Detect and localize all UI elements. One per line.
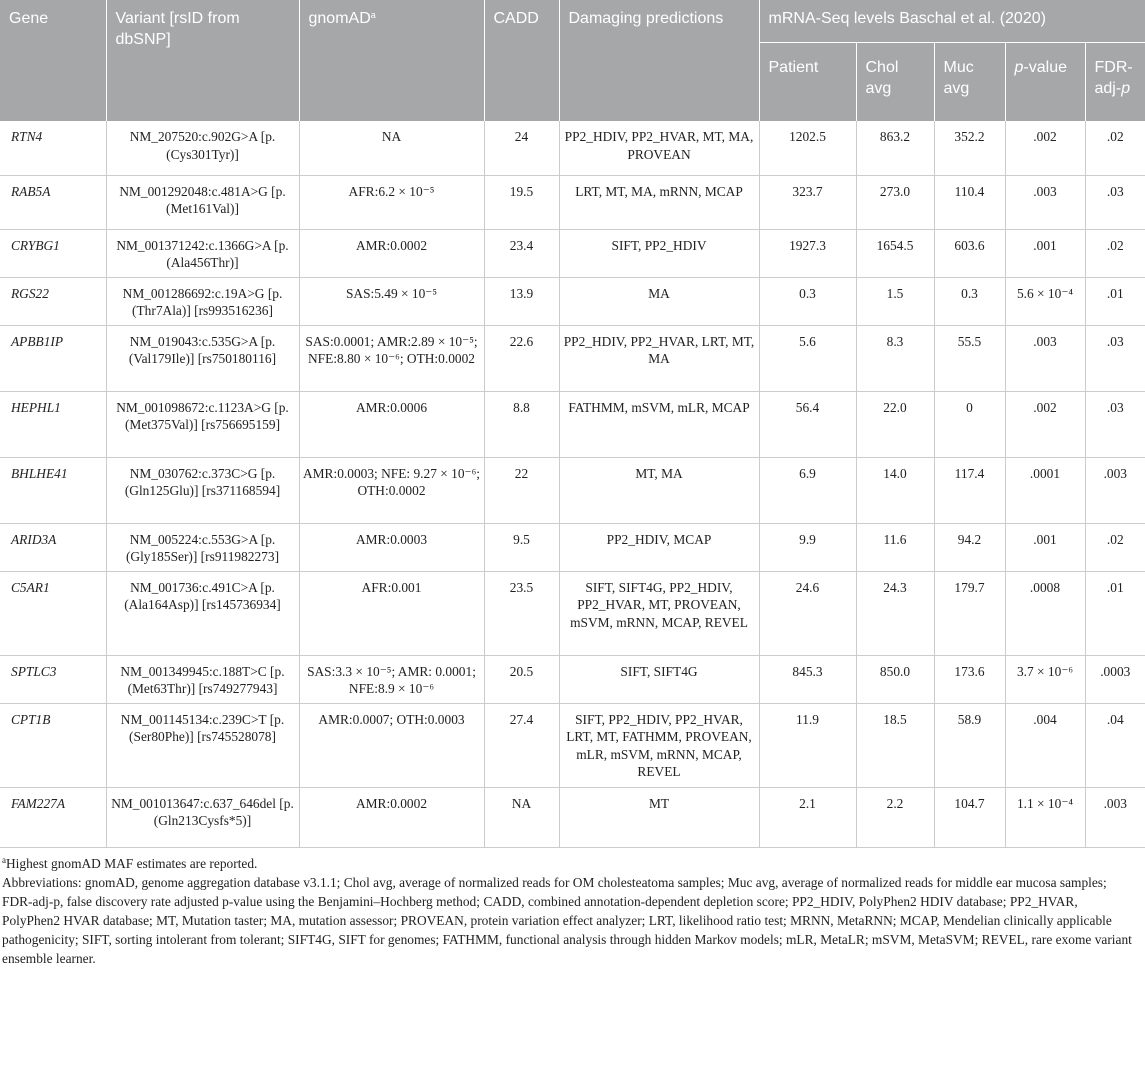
cell-gnomad: NA — [299, 121, 484, 175]
header-variant: Variant [rsID from dbSNP] — [106, 0, 299, 121]
cell-gnomad: AMR:0.0006 — [299, 391, 484, 457]
header-gnomad: gnomAD$^a$ — [299, 0, 484, 121]
cell-variant: NM_001098672:c.1123A>G [p.(Met375Val)] [rs756695159] — [106, 391, 299, 457]
cell-damaging: PP2_HDIV, PP2_HVAR, MT, MA, PROVEAN — [559, 121, 759, 175]
cell-variant: NM_001736:c.491C>A [p.(Ala164Asp)] [rs145736934] — [106, 571, 299, 655]
cell-fdr-adj-p: .04 — [1085, 703, 1145, 787]
table-row — [0, 121, 1145, 175]
cell-patient: 1927.3 — [759, 229, 856, 277]
cell-muc-avg: 94.2 — [934, 523, 1005, 571]
cell-variant: NM_001286692:c.19A>G [p.(Thr7Ala)] [rs993516236] — [106, 277, 299, 325]
cell-gene: RAB5A — [0, 175, 106, 229]
cell-fdr-adj-p: .01 — [1085, 277, 1145, 325]
cell-gnomad: SAS:3.3 × 10⁻⁵; AMR: 0.0001; NFE:8.9 × 10⁻⁶ — [299, 655, 484, 703]
cell-damaging: SIFT, SIFT4G, PP2_HDIV, PP2_HVAR, MT, PROVEAN, mSVM, mRNN, MCAP, REVEL — [559, 571, 759, 655]
cell-muc-avg: 104.7 — [934, 787, 1005, 847]
cell-gnomad: AMR:0.0002 — [299, 787, 484, 847]
cell-fdr-adj-p: .02 — [1085, 229, 1145, 277]
cell-p-value: .0001 — [1005, 457, 1085, 523]
cell-chol-avg: 273.0 — [856, 175, 934, 229]
cell-patient: 9.9 — [759, 523, 856, 571]
header-cadd: CADD — [484, 0, 559, 121]
header-damaging: Damaging predictions — [559, 0, 759, 121]
cell-gnomad: AMR:0.0007; OTH:0.0003 — [299, 703, 484, 787]
cell-muc-avg: 352.2 — [934, 121, 1005, 175]
cell-p-value: .002 — [1005, 121, 1085, 175]
cell-gnomad: AFR:6.2 × 10⁻⁵ — [299, 175, 484, 229]
cell-gene: APBB1IP — [0, 325, 106, 391]
table-row — [0, 391, 1145, 457]
table-row — [0, 229, 1145, 277]
cell-variant: NM_001292048:c.481A>G [p.(Met161Val)] — [106, 175, 299, 229]
cell-fdr-adj-p: .0003 — [1085, 655, 1145, 703]
header-fdr-adj-p: FDR-adj-p — [1085, 43, 1145, 122]
cell-gnomad: AFR:0.001 — [299, 571, 484, 655]
cell-chol-avg: 11.6 — [856, 523, 934, 571]
cell-variant: NM_005224:c.553G>A [p.(Gly185Ser)] [rs911982273] — [106, 523, 299, 571]
cell-patient: 56.4 — [759, 391, 856, 457]
header-mrna-group: mRNA-Seq levels Baschal et al. (2020) — [759, 0, 1145, 43]
cell-patient: 1202.5 — [759, 121, 856, 175]
cell-fdr-adj-p: .003 — [1085, 787, 1145, 847]
table-row — [0, 787, 1145, 847]
cell-gene: SPTLC3 — [0, 655, 106, 703]
cell-gnomad: AMR:0.0003 — [299, 523, 484, 571]
cell-cadd: 23.5 — [484, 571, 559, 655]
cell-fdr-adj-p: .03 — [1085, 391, 1145, 457]
cell-gene: HEPHL1 — [0, 391, 106, 457]
cell-fdr-adj-p: .03 — [1085, 325, 1145, 391]
cell-gene: C5AR1 — [0, 571, 106, 655]
cell-damaging: SIFT, PP2_HDIV — [559, 229, 759, 277]
table-row — [0, 703, 1145, 787]
cell-chol-avg: 850.0 — [856, 655, 934, 703]
table-row — [0, 571, 1145, 655]
table-row — [0, 655, 1145, 703]
table-row — [0, 523, 1145, 571]
cell-damaging: FATHMM, mSVM, mLR, MCAP — [559, 391, 759, 457]
header-chol-avg: Chol avg — [856, 43, 934, 122]
cell-patient: 2.1 — [759, 787, 856, 847]
cell-gene: BHLHE41 — [0, 457, 106, 523]
cell-p-value: .0008 — [1005, 571, 1085, 655]
cell-gnomad: SAS:5.49 × 10⁻⁵ — [299, 277, 484, 325]
cell-patient: 6.9 — [759, 457, 856, 523]
cell-cadd: 24 — [484, 121, 559, 175]
cell-damaging: PP2_HDIV, MCAP — [559, 523, 759, 571]
cell-muc-avg: 0.3 — [934, 277, 1005, 325]
cell-p-value: .001 — [1005, 523, 1085, 571]
cell-variant: NM_001013647:c.637_646del [p.(Gln213Cysfs*5)] — [106, 787, 299, 847]
cell-p-value: .003 — [1005, 325, 1085, 391]
cell-chol-avg: 24.3 — [856, 571, 934, 655]
cell-muc-avg: 603.6 — [934, 229, 1005, 277]
header-p-value: p-value — [1005, 43, 1085, 122]
cell-muc-avg: 55.5 — [934, 325, 1005, 391]
cell-cadd: 9.5 — [484, 523, 559, 571]
cell-patient: 0.3 — [759, 277, 856, 325]
cell-muc-avg: 0 — [934, 391, 1005, 457]
cell-chol-avg: 22.0 — [856, 391, 934, 457]
cell-patient: 11.9 — [759, 703, 856, 787]
cell-muc-avg: 117.4 — [934, 457, 1005, 523]
cell-cadd: 13.9 — [484, 277, 559, 325]
cell-variant: NM_019043:c.535G>A [p.(Val179Ile)] [rs750180116] — [106, 325, 299, 391]
cell-fdr-adj-p: .03 — [1085, 175, 1145, 229]
footnote: $^a$Highest gnomAD MAF estimates are reported. — [2, 854, 258, 871]
cell-muc-avg: 173.6 — [934, 655, 1005, 703]
header-gene: Gene — [0, 0, 106, 121]
cell-variant: NM_207520:c.902G>A [p.(Cys301Tyr)] — [106, 121, 299, 175]
cell-variant: NM_001349945:c.188T>C [p.(Met63Thr)] [rs749277943] — [106, 655, 299, 703]
cell-cadd: 19.5 — [484, 175, 559, 229]
cell-gnomad: AMR:0.0002 — [299, 229, 484, 277]
cell-p-value: 5.6 × 10⁻⁴ — [1005, 277, 1085, 325]
cell-damaging: MT — [559, 787, 759, 847]
cell-gene: FAM227A — [0, 787, 106, 847]
cell-cadd: 22.6 — [484, 325, 559, 391]
cell-cadd: 20.5 — [484, 655, 559, 703]
cell-p-value: .003 — [1005, 175, 1085, 229]
cell-gene: ARID3A — [0, 523, 106, 571]
cell-muc-avg: 179.7 — [934, 571, 1005, 655]
cell-fdr-adj-p: .01 — [1085, 571, 1145, 655]
header-patient: Patient — [759, 43, 856, 122]
cell-chol-avg: 1.5 — [856, 277, 934, 325]
cell-chol-avg: 14.0 — [856, 457, 934, 523]
cell-patient: 24.6 — [759, 571, 856, 655]
table-row — [0, 457, 1145, 523]
cell-damaging: LRT, MT, MA, mRNN, MCAP — [559, 175, 759, 229]
cell-cadd: 22 — [484, 457, 559, 523]
cell-damaging: SIFT, PP2_HDIV, PP2_HVAR, LRT, MT, FATHMM, PROVEAN, mLR, mSVM, mRNN, MCAP, REVEL — [559, 703, 759, 787]
cell-muc-avg: 110.4 — [934, 175, 1005, 229]
cell-fdr-adj-p: .02 — [1085, 523, 1145, 571]
cell-p-value: .002 — [1005, 391, 1085, 457]
table-row — [0, 277, 1145, 325]
table-row — [0, 175, 1145, 229]
cell-cadd: NA — [484, 787, 559, 847]
cell-cadd: 8.8 — [484, 391, 559, 457]
cell-patient: 845.3 — [759, 655, 856, 703]
cell-p-value: 1.1 × 10⁻⁴ — [1005, 787, 1085, 847]
table-header — [0, 0, 1145, 121]
cell-fdr-adj-p: .003 — [1085, 457, 1145, 523]
cell-fdr-adj-p: .02 — [1085, 121, 1145, 175]
cell-p-value: .004 — [1005, 703, 1085, 787]
table-notes — [0, 848, 1145, 968]
cell-cadd: 23.4 — [484, 229, 559, 277]
cell-patient: 5.6 — [759, 325, 856, 391]
cell-variant: NM_001371242:c.1366G>A [p.(Ala456Thr)] — [106, 229, 299, 277]
cell-cadd: 27.4 — [484, 703, 559, 787]
cell-variant: NM_030762:c.373C>G [p.(Gln125Glu)] [rs371168594] — [106, 457, 299, 523]
cell-chol-avg: 863.2 — [856, 121, 934, 175]
cell-damaging: PP2_HDIV, PP2_HVAR, LRT, MT, MA — [559, 325, 759, 391]
cell-chol-avg: 1654.5 — [856, 229, 934, 277]
abbreviations: Abbreviations: gnomAD, genome aggregation database v3.1.1; Chol avg, average of normalized reads for OM cholesteatoma samples; Muc avg, average of normalized reads for middle ear mucosa samples; FDR-adj-p, false discovery rate adjusted p-value using the Benjamini–Hochberg method; CADD, combined annotation-dependent depletion score; PP2_HDIV, PolyPhen2 HDIV database; PP2_HVAR, PolyPhen2 HVAR database; MT, Mutation taster; MA, mutation assessor; PROVEAN, protein variation effect analyzer; LRT, likelihood ratio test; MRNN, MetaRNN; MCAP, Mendelian clinically applicable pathogenicity; SIFT, sorting intolerant from tolerant; SIFT4G, SIFT for genomes; FATHMM, functional analysis through hidden Markov models; mLR, MetaLR; mSVM, MetaSVM; REVEL, rare exome variant ensemble learner. — [2, 874, 1132, 966]
table-body — [0, 121, 1145, 847]
cell-gnomad: AMR:0.0003; NFE: 9.27 × 10⁻⁶; OTH:0.0002 — [299, 457, 484, 523]
cell-gnomad: SAS:0.0001; AMR:2.89 × 10⁻⁵; NFE:8.80 × 10⁻⁶; OTH:0.0002 — [299, 325, 484, 391]
cell-patient: 323.7 — [759, 175, 856, 229]
cell-chol-avg: 8.3 — [856, 325, 934, 391]
cell-chol-avg: 2.2 — [856, 787, 934, 847]
cell-gene: RTN4 — [0, 121, 106, 175]
cell-variant: NM_001145134:c.239C>T [p.(Ser80Phe)] [rs745528078] — [106, 703, 299, 787]
cell-damaging: SIFT, SIFT4G — [559, 655, 759, 703]
cell-p-value: 3.7 × 10⁻⁶ — [1005, 655, 1085, 703]
cell-gene: CRYBG1 — [0, 229, 106, 277]
cell-gene: CPT1B — [0, 703, 106, 787]
cell-p-value: .001 — [1005, 229, 1085, 277]
cell-damaging: MA — [559, 277, 759, 325]
header-muc-avg: Muc avg — [934, 43, 1005, 122]
cell-damaging: MT, MA — [559, 457, 759, 523]
cell-gene: RGS22 — [0, 277, 106, 325]
cell-chol-avg: 18.5 — [856, 703, 934, 787]
cell-muc-avg: 58.9 — [934, 703, 1005, 787]
table-row — [0, 325, 1145, 391]
